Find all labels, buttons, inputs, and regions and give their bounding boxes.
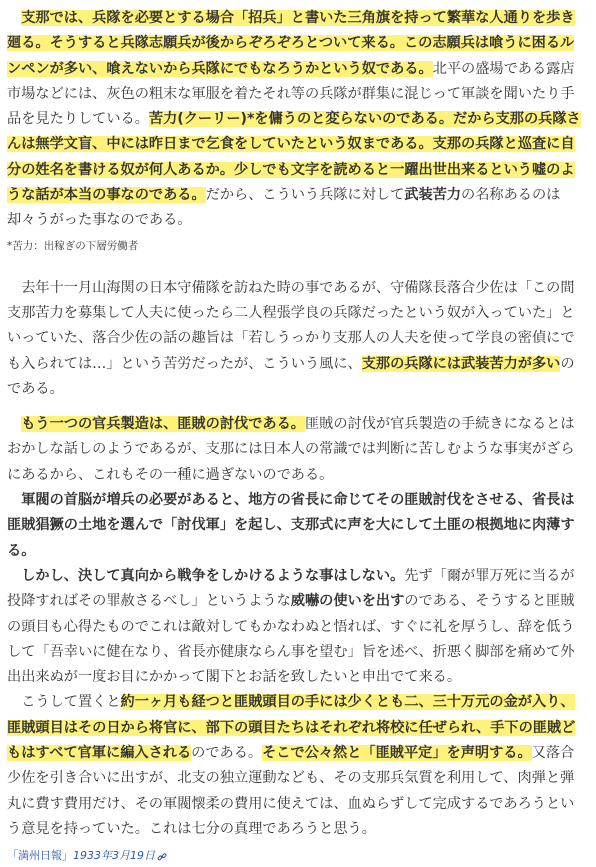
highlight-pacification: そこで公々然と「匪賊平定」を声明する。 [262,745,532,762]
bold-no-war: しかし、決して真向から戦争をしかけるような事はしない。 [21,567,405,584]
paragraph-5 [7,564,588,690]
source-newspaper[interactable]: 「満州日報」 [7,849,73,863]
text-ochiai-opinion: 又落合少佐を引き合いに出すが、北支の独立運動なども、その支那兵気質を利用して、肉弾と弾丸に費す費用だけ、その軍閥懐柔の費用に使えては、血ぬらずして完成するであろうという意見を持っていた。これは七分の真理であろうと思う。 [7,745,575,837]
source-date[interactable]: 1933年3月19日 [73,849,155,863]
text-strange-story: 匪賊の討伐が官兵製造の手続きになるとはおかしな話しのようであるが、支那には日本人の常識では判断に苦しむような事実がざらにあるから、これもその一種に過ぎないのである。 [7,416,575,483]
link-icon[interactable] [157,851,167,861]
bold-threat-envoy: 威嚇の使いを出す [290,593,405,610]
paragraph-6 [7,690,588,842]
highlight-coolie: 苦力(クーリー)*を傭うのと変らないのである。だから支那の兵隊さんは無学文盲、中には昨日まで乞食をしていたという奴まである。支那の兵隊と巡査に自分の姓名を書ける奴が何人あるか。少しでも文字を読めると一躍出世出来るという嘘のような話が本当の事なのである。 [7,111,581,204]
footnote: *苦力：出稼ぎの下層労働者 [7,239,139,252]
highlight-recruit: 支那では、兵隊を必要とする場合「招兵」と書いた三角旗を持って繁華な人通りを歩き廻る。そうすると兵隊志願兵が後からぞろぞろとついて来る。この志願兵は喰うに困るルンペンが多い、喰えないから兵隊にでもなろうかという奴である。 [7,10,575,77]
text-shanhaiguan: 去年十一月山海関の日本守備隊を訪ねた時の事であるが、守備隊長落合少佐は「この間支那苦力を募集して人夫に使ったら二人程張学良の兵隊だったという奴が入っていた」といっていた、落合少佐の話の趣旨は「若しうっかり支那人の人夫を使って学良の密偵にでも入られては…」という苦労だったが、こういう風に、 [7,279,575,372]
paragraph-1 [7,6,588,234]
highlight-many-coolies: 支那の兵隊には武装苦力が多い [361,355,561,372]
text-thus: こうして置くと [21,694,121,711]
bold-warlord-orders: 軍閥の首脳が増兵の必要があると、地方の省長に命じてその匪賊討伐をさせる、省長は匪賊猖獗の土地を選んで「討伐軍」を起し、支那式に声を大にして土匪の根拠地に肉薄する。 [7,492,575,559]
highlight-bandits-become-officers: 約一ヶ月も経つと匪賊頭目の手には少くとも二、三十万元の金が入り、匪賊頭目はその日から将官に、部下の頭目たちはそれぞれ将校に任ぜられ、手下の匪賊どもはすべて官軍に編入される [7,694,576,762]
text-name-origin: の名称あるのは却々うがった事なのである。 [7,187,561,229]
text-bandit-response: のである、そうすると匪賊の頭目も心得たものでこれは敵対してもかなわぬと悟れば、すぐに礼を厚うし、辞を低うして「吾幸いに健在なり、省長亦健康ならん事を望む」旨を述べ、折悪く脚部を痛めて外出出来ぬが一度お目にかかって閣下とお話を致したいと申出でて来る。 [7,593,575,686]
paragraph-4 [7,488,588,564]
bold-armed-coolie: 武装苦力 [404,187,462,204]
text-therefore: だから、こういう兵隊に対して [205,187,405,204]
text-end: のである。 [7,355,575,397]
paragraph-2 [7,276,588,402]
paragraph-3 [7,412,588,488]
text-end-2: のである。 [191,745,263,762]
highlight-bandit-suppression: もう一つの官兵製造は、匪賊の討伐である。 [21,416,305,433]
text-surrender-offer: 先ず「爾が罪万死に当るが投降すればその罪赦さるべし」というような [7,567,575,610]
text-market: 北平の盛場である露店市場などには、灰色の粗末な軍服を着たそれ等の兵隊が群集に混じって軍談を聞いたり手品を見たりしている。 [7,60,575,128]
